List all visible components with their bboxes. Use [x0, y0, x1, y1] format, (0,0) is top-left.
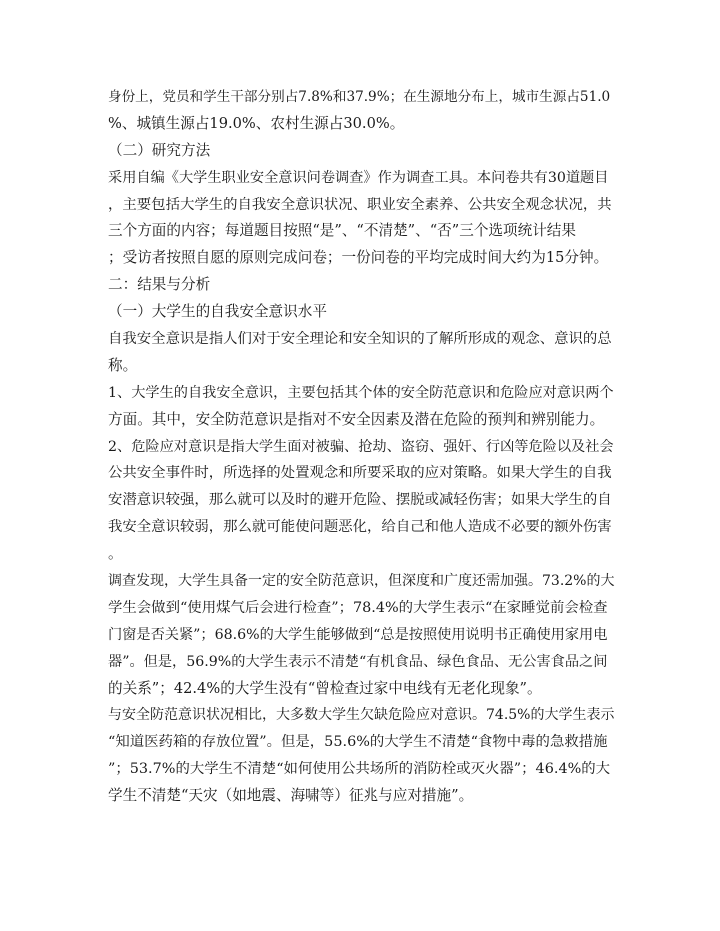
text-line: 学生不清楚“天灾（如地震、海啸等）征兆与应对措施”。 — [108, 787, 474, 805]
text-line: 身份上，党员和学生干部分别占7.8%和37.9%；在生源地分布上，城市生源占51.0 — [108, 89, 611, 105]
text-line: 1、大学生的自我安全意识，主要包括其个体的安全防范意识和危险应对意识两个 — [108, 384, 614, 401]
text-line: 调查发现，大学生具备一定的安全防范意识，但深度和广度还需加强。73.2%的大 — [108, 573, 615, 590]
text-line: 我安全意识较弱，那么就可能使问题恶化，给自己和他人造成不必要的额外伤害 — [108, 519, 612, 536]
text-line: %、城镇生源占19.0%、农村生源占30.0%。 — [108, 114, 405, 132]
text-line: 方面。其中，安全防范意识是指对不安全因素及潜在危险的预判和辨别能力。 — [108, 410, 605, 428]
text-line: 采用自编《大学生职业安全意识问卷调查》作为调查工具。本问卷共有30道题目 — [108, 169, 609, 186]
text-line: 的关系”；42.4%的大学生没有“曾检查过家中电线有无老化现象”。 — [108, 679, 542, 697]
text-line: 2、危险应对意识是指大学生面对被骗、抢劫、盗窃、强奸、行凶等危险以及社会 — [108, 438, 614, 455]
text-line: 三个方面的内容；每道题目按照“是”、“不清楚”、“否”三个选项统计结果 — [108, 222, 576, 240]
text-line: 自我安全意识是指人们对于安全理论和安全知识的了解所形成的观念、意识的总 — [108, 331, 612, 348]
text-line: ；受访者按照自愿的原则完成问卷；一份问卷的平均完成时间大约为15分钟。 — [108, 249, 609, 267]
text-line: 与安全防范意识状况相比，大多数大学生欠缺危险应对意识。74.5%的大学生表示 — [108, 707, 615, 724]
section-heading: 二：结果与分析 — [108, 276, 211, 294]
text-line: 公共安全事件时，所选择的处置观念和所要采取的应对策略。如果大学生的自我 — [108, 465, 612, 482]
text-line: ，主要包括大学生的自我安全意识状况、职业安全素养、公共安全观念状况，共 — [108, 196, 612, 213]
text-line: ”；53.7%的大学生不清楚“如何使用公共场所的消防栓或灭火器”；46.4%的大 — [108, 761, 611, 778]
text-line: 器”。但是，56.9%的大学生表示不清楚“有机食品、绿色食品、无公害食品之间 — [108, 653, 608, 670]
text-line: 安潜意识较强，那么就可以及时的避开危险、摆脱或减轻伤害；如果大学生的自 — [108, 492, 612, 509]
document-body — [108, 84, 614, 810]
section-heading: （二）研究方法 — [108, 141, 211, 159]
text-line: 。 — [108, 545, 123, 563]
text-line: “知道医药箱的存放位置”。但是，55.6%的大学生不清楚“食物中毒的急救措施 — [108, 734, 608, 751]
text-line: 门窗是否关紧”；68.6%的大学生能够做到“总是按照使用说明书正确使用家用电 — [108, 626, 608, 643]
text-line: 学生会做到“使用煤气后会进行检查”；78.4%的大学生表示“在家睡觉前会检查 — [108, 599, 608, 616]
section-heading: （一）大学生的自我安全意识水平 — [108, 303, 327, 321]
text-line: 称。 — [108, 356, 138, 374]
